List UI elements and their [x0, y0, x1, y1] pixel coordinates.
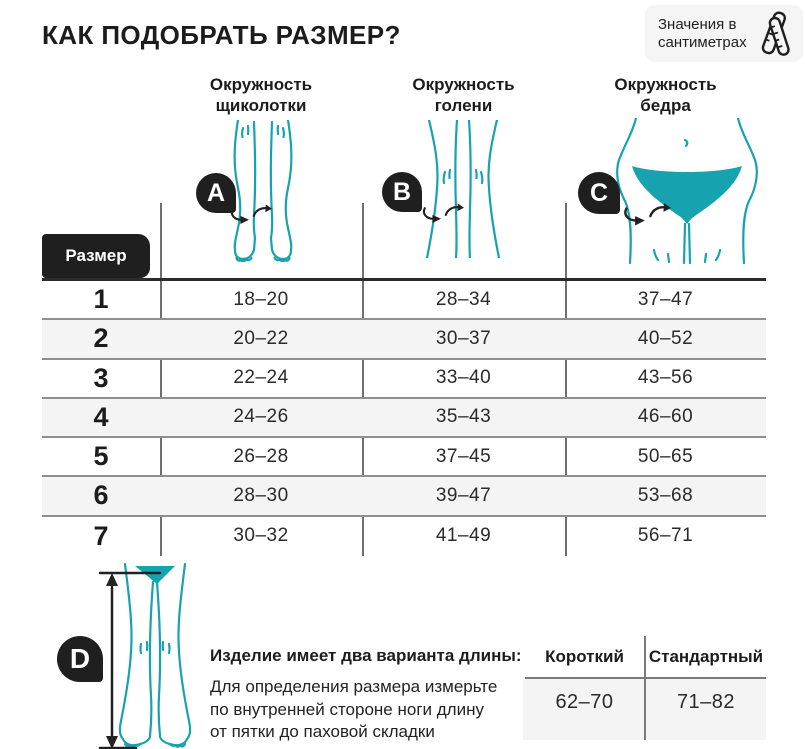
page-title: КАК ПОДОБРАТЬ РАЗМЕР? — [42, 20, 401, 50]
calf-cell: 28–34 — [435, 288, 492, 310]
size-cell: 3 — [93, 362, 109, 393]
rotation-arrow-icon — [228, 203, 272, 225]
size-cell: 2 — [93, 323, 109, 354]
rotation-arrow-icon — [420, 202, 464, 224]
calf-cell: 41–49 — [435, 525, 492, 547]
length-col-standard: Стандартный — [648, 647, 764, 666]
marker-badge-c: C — [578, 172, 620, 214]
size-cell: 7 — [93, 520, 109, 551]
column-header-calf: Окружность голени — [412, 75, 515, 115]
length-body: Для определения размера измерьте по внутренней стороне ноги длину от пятки до паховой складки — [210, 677, 498, 741]
size-table-row-4 — [42, 399, 766, 438]
ankle-cell: 18–20 — [233, 288, 289, 310]
ankle-cell: 26–28 — [233, 445, 289, 467]
length-description — [210, 646, 540, 744]
length-measure-arrow — [96, 570, 172, 749]
size-header-box: Размер — [42, 234, 150, 278]
measuring-tape-icon — [753, 10, 795, 58]
calf-cell: 35–43 — [435, 406, 492, 428]
size-table-row-5 — [42, 438, 766, 477]
calf-cell: 39–47 — [435, 484, 492, 506]
length-value-standard: 71–82 — [676, 691, 736, 713]
length-col-short: Короткий — [545, 647, 624, 666]
units-badge — [645, 5, 803, 62]
size-table-row-7 — [42, 517, 766, 556]
size-table-row-3 — [42, 360, 766, 399]
column-header-hip: Окружность бедра — [614, 75, 717, 115]
length-value-short: 62–70 — [555, 691, 614, 713]
ankle-cell: 24–26 — [233, 406, 289, 428]
marker-badge-b: B — [382, 172, 422, 212]
hip-cell: 40–52 — [637, 327, 694, 349]
hip-cell: 56–71 — [637, 525, 694, 547]
size-table-row-2 — [42, 320, 766, 359]
marker-badge-a: A — [196, 173, 236, 213]
size-cell: 6 — [93, 480, 109, 511]
hip-illustration — [612, 118, 762, 264]
ankle-cell: 22–24 — [233, 367, 289, 389]
size-cell: 4 — [93, 401, 109, 432]
calf-cell: 30–37 — [435, 327, 492, 349]
ankle-legs-illustration — [230, 120, 296, 262]
column-header-ankle: Окружность щиколотки — [209, 75, 313, 115]
hip-cell: 50–65 — [637, 445, 694, 467]
size-table — [42, 281, 766, 556]
ankle-cell: 28–30 — [233, 484, 289, 506]
size-cell: 1 — [93, 284, 109, 315]
units-badge-text: Значения в сантиметрах — [658, 15, 747, 51]
size-cell: 5 — [93, 441, 109, 472]
size-table-row-1 — [42, 281, 766, 320]
length-heading: Изделие имеет два варианта длины: — [210, 646, 522, 665]
calf-knees-illustration — [415, 120, 511, 258]
hip-cell: 43–56 — [637, 367, 694, 389]
hip-cell: 37–47 — [637, 288, 694, 310]
calf-cell: 37–45 — [435, 445, 492, 467]
ankle-cell: 30–32 — [233, 525, 289, 547]
size-table-row-6 — [42, 477, 766, 516]
calf-cell: 33–40 — [435, 367, 492, 389]
hip-cell: 53–68 — [637, 484, 694, 506]
ankle-cell: 20–22 — [233, 327, 289, 349]
rotation-arrow-icon — [620, 202, 672, 226]
hip-cell: 46–60 — [637, 406, 694, 428]
marker-badge-d: D — [57, 636, 103, 682]
